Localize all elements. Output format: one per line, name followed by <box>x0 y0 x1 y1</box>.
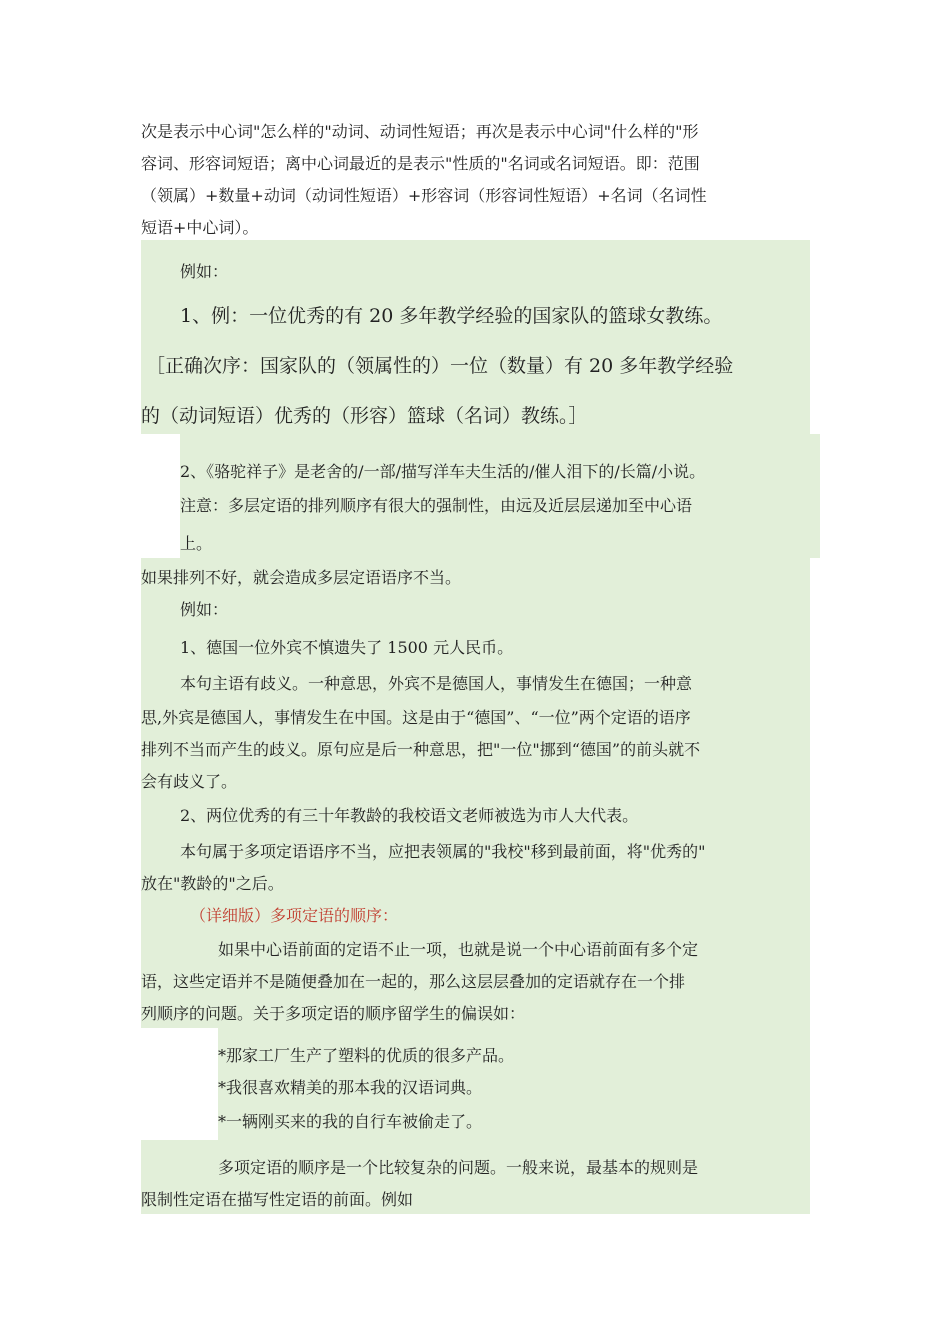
explain-line: 放在"教龄的"之后。 <box>141 874 284 893</box>
error-example: *那家工厂生产了塑料的优质的很多产品。 <box>218 1046 515 1065</box>
example-1-line: 1、例：一位优秀的有 20 多年教学经验的国家队的篮球女教练。 <box>180 305 723 327</box>
note-line: 注意：多层定语的排列顺序有很大的强制性，由远及近层层递加至中心语 <box>180 496 693 515</box>
bad-order-text: 如果排列不好，就会造成多层定语语序不当。 <box>141 568 462 587</box>
explain-line: 思,外宾是德国人，事情发生在中国。这是由于“德国”、“一位”两个定语的语序 <box>141 708 691 727</box>
explain-line: 本句主语有歧义。一种意思，外宾不是德国人，事情发生在德国；一种意 <box>180 674 693 693</box>
explain-line: 会有歧义了。 <box>141 772 238 791</box>
example-1-line: ［正确次序：国家队的（领属性的）一位（数量）有 20 多年教学经验 <box>146 355 734 377</box>
intro-line: 短语+中心词）。 <box>141 218 259 237</box>
example-label: 例如： <box>180 600 229 619</box>
final-line: 多项定语的顺序是一个比较复杂的问题。一般来说，最基本的规则是 <box>218 1158 699 1177</box>
detail-line: 如果中心语前面的定语不止一项，也就是说一个中心语前面有多个定 <box>218 940 699 959</box>
final-line: 限制性定语在描写性定语的前面。例如 <box>141 1190 414 1209</box>
intro-line: （领属）+数量+动词（动词性短语）+形容词（形容词性短语）+名词（名词性 <box>141 186 707 205</box>
example-label: 例如： <box>180 262 229 281</box>
example-2-2: 2、两位优秀的有三十年教龄的我校语文老师被选为市人大代表。 <box>180 806 639 825</box>
section-heading: （详细版）多项定语的顺序： <box>190 906 399 925</box>
detail-line: 语，这些定语并不是随便叠加在一起的，那么这层层叠加的定语就存在一个排 <box>141 972 686 991</box>
error-example: *我很喜欢精美的那本我的汉语词典。 <box>218 1078 483 1097</box>
detail-line: 列顺序的问题。关于多项定语的顺序留学生的偏误如： <box>141 1004 526 1023</box>
intro-line: 次是表示中心词"怎么样的"动词、动词性短语；再次是表示中心词"什么样的"形 <box>141 122 699 141</box>
note-line: 上。 <box>180 534 213 553</box>
explain-line: 本句属于多项定语语序不当，应把表领属的"我校"移到最前面，将"优秀的" <box>180 842 706 861</box>
intro-line: 容词、形容词短语；离中心词最近的是表示"性质的"名词或名词短语。即：范围 <box>141 154 700 173</box>
example-1-line: 的（动词短语）优秀的（形容）篮球（名词）教练。］ <box>141 405 588 427</box>
example-2-1: 1、德国一位外宾不慎遗失了 1500 元人民币。 <box>180 638 514 657</box>
error-example: *一辆刚买来的我的自行车被偷走了。 <box>218 1112 483 1131</box>
example-2: 2、《骆驼祥子》是老舍的/一部/描写洋车夫生活的/催人泪下的/长篇/小说。 <box>180 462 706 481</box>
explain-line: 排列不当而产生的歧义。原句应是后一种意思，把"一位"挪到“德国”的前头就不 <box>141 740 701 759</box>
